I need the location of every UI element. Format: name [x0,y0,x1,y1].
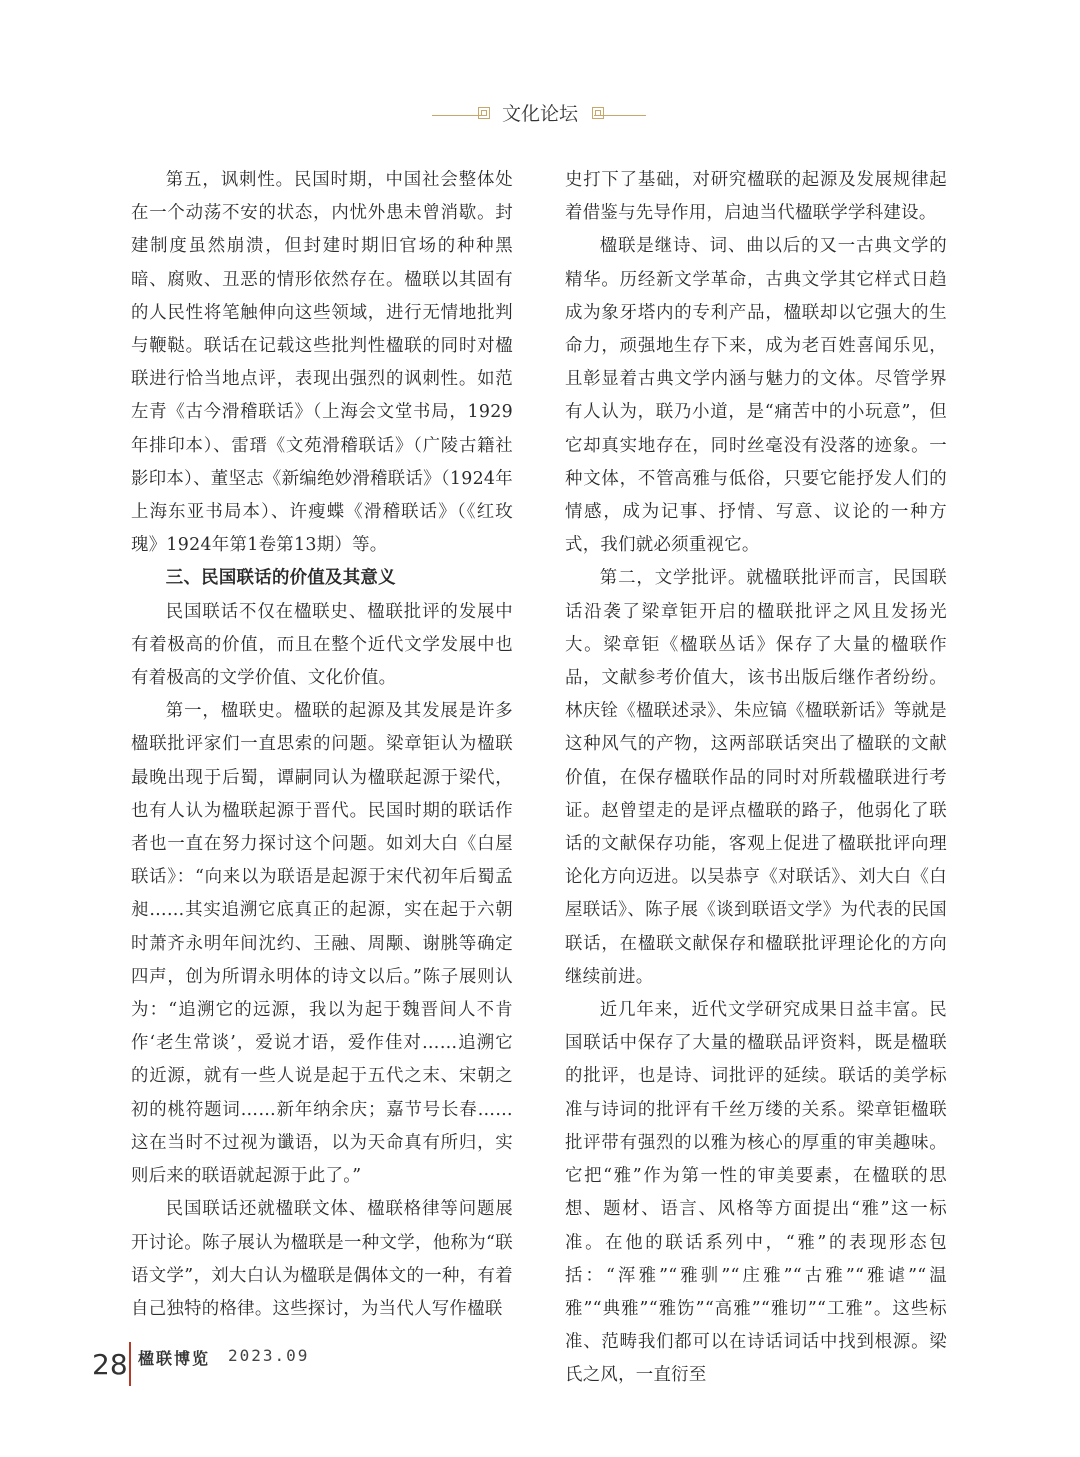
page-footer [92,1328,392,1388]
header-rule-left [432,115,484,116]
header-rule-right [594,115,646,116]
section-heading: 三、民国联话的价值及其意义 [165,568,396,589]
paragraph-classical-essence: 楹联是继诗、词、曲以后的又一古典文学的精华。历经新文学革命，古典文学其它样式日趋成为象牙塔内的专利产品，楹联却以它强大的生命力，顽强地生存下来，成为老百姓喜闻乐见，且彰显着古典文学内涵与魅力的文体。尽管学界有人认为，联乃小道，是“痛苦中的小玩意”，但它却真实地存在，同时丝毫没有没落的迹象。一种文体，不管高雅与低俗，只要它能抒发人们的情感，成为记事、抒情、写意、议论的一种方式，我们就必须重视它。 [565,236,947,556]
left-column [131,164,513,1326]
paragraph-value-intro: 民国联话不仅在楹联史、楹联批评的发展中有着极高的价值，而且在整个近代文学发展中也有着极高的文学价值、文化价值。 [131,601,513,689]
footer-divider [129,1342,131,1386]
right-column [565,164,947,1393]
page-number: 28 [92,1348,128,1381]
section-title: 文化论坛 [501,103,578,125]
paragraph-satire: 第五，讽刺性。民国时期，中国社会整体处在一个动荡不安的状态，内忧外患未曾消歇。封建制度虽然崩溃，但封建时期旧官场的种种黑暗、腐败、丑恶的情形依然存在。楹联以其固有的人民性将笔触伸向这些领域，进行无情地批判与鞭鞑。联话在记载这些批判性楹联的同时对楹联进行恰当地点评，表现出强烈的讽刺性。如范左青《古今滑稽联话》（上海会文堂书局，1929年排印本）、雷瑨《文苑滑稽联话》（广陵古籍社影印本）、董坚志《新编绝妙滑稽联话》（1924年上海东亚书局本）、许瘦蝶《滑稽联话》（《红玫瑰》1924年第1卷第13期）等。 [131,170,513,556]
paragraph-genre-discussion: 民国联话还就楹联文体、楹联格律等问题展开讨论。陈子展认为楹联是一种文学，他称为“联语文学”，刘大白认为楹联是偶体文的一种，有着自己独特的格律。这些探讨，为当代人写作楹联 [131,1199,513,1319]
paragraph-recent-research: 近几年来，近代文学研究成果日益丰富。民国联话中保存了大量的楹联品评资料，既是楹联的批评，也是诗、词批评的延续。联话的美学标准与诗词的批评有千丝万缕的关系。梁章钜楹联批评带有强烈的以雅为核心的厚重的审美趣味。它把“雅”作为第一性的审美要素，在楹联的思想、题材、语言、风格等方面提出“雅”这一标准。在他的联话系列中，“雅”的表现形态包括：“浑雅”“雅驯”“庄雅”“古雅”“雅谑”“温雅”“典雅”“雅饬”“高雅”“雅切”“工雅”。这些标准、范畴我们都可以在诗话词话中找到根源。梁氏之风，一直衍至 [565,1000,947,1386]
ornament-icon-right [592,107,604,119]
issue-date: 2023.09 [228,1346,310,1365]
page-header [0,96,1080,136]
paragraph-couplet-history: 第一，楹联史。楹联的起源及其发展是许多楹联批评家们一直思索的问题。梁章钜认为楹联最晚出现于后蜀，谭嗣同认为楹联起源于梁代，也有人认为楹联起源于晋代。民国时期的联话作者也一直在努力探讨这个问题。如刘大白《白屋联话》：“向来以为联语是起源于宋代初年后蜀孟昶……其实追溯它底真正的起源，实在起于六朝时萧齐永明年间沈约、王融、周颙、谢朓等确定四声，创为所谓永明体的诗文以后。”陈子展则认为：“追溯它的远源，我以为起于魏晋间人不肯作‘老生常谈’，爱说才语，爱作佳对……追溯它的近源，就有一些人说是起于五代之末、宋朝之初的桃符题词……新年纳余庆；嘉节号长春……这在当时不过视为谶语，以为天命真有所归，实则后来的联语就起源于此了。” [131,701,513,1187]
ornament-icon-left [478,107,490,119]
magazine-name: 楹联博览 [138,1349,211,1368]
paragraph-literary-criticism: 第二，文学批评。就楹联批评而言，民国联话沿袭了梁章钜开启的楹联批评之风且发扬光大。梁章钜《楹联丛话》保存了大量的楹联作品，文献参考价值大，该书出版后继作者纷纷。林庆铨《楹联述录》、朱应镐《楹联新话》等就是这种风气的产物，这两部联话突出了楹联的文献价值，在保存楹联作品的同时对所载楹联进行考证。赵曾望走的是评点楹联的路子，他弱化了联话的文献保存功能，客观上促进了楹联批评向理论化方向迈进。以吴恭亨《对联话》、刘大白《白屋联话》、陈子展《谈到联语文学》为代表的民国联话，在楹联文献保存和楹联批评理论化的方向继续前进。 [565,568,947,987]
paragraph-continued: 史打下了基础，对研究楹联的起源及发展规律起着借鉴与先导作用，启迪当代楹联学学科建设。 [565,170,947,224]
